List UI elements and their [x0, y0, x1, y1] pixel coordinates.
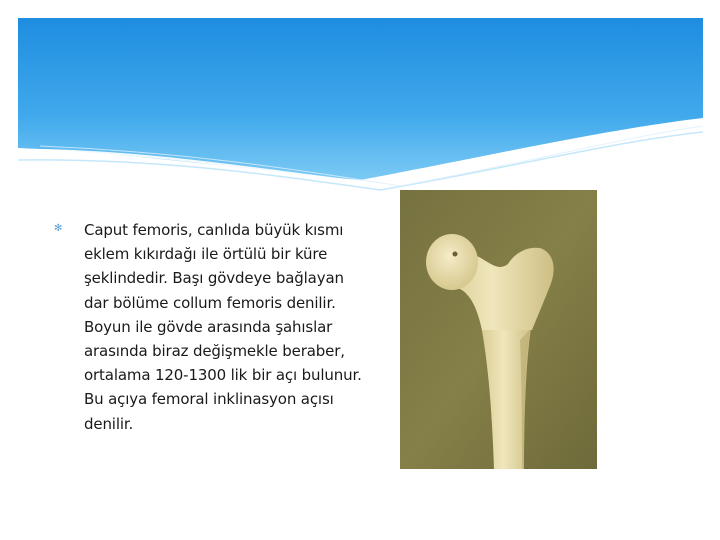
femur-photo	[400, 190, 597, 469]
bullet-item	[54, 218, 362, 436]
femoral-head	[426, 234, 478, 290]
fovea-mark	[453, 252, 458, 257]
bullet-text: Caput femoris, canlıda büyük kısmı eklem kıkırdağı ile örtülü bir küre şeklindedir. Başı gövdeye bağlayan dar bölüme collum femoris denilir. Boyun ile gövde arasında şahıslar arasında biraz değişmekle beraber, ortalama 120-1300 lik bir açı bulunur. Bu açıya femoral inklinasyon açısı denilir.	[84, 221, 362, 433]
bullet-icon: ✻	[54, 223, 63, 234]
header-banner	[0, 0, 720, 200]
